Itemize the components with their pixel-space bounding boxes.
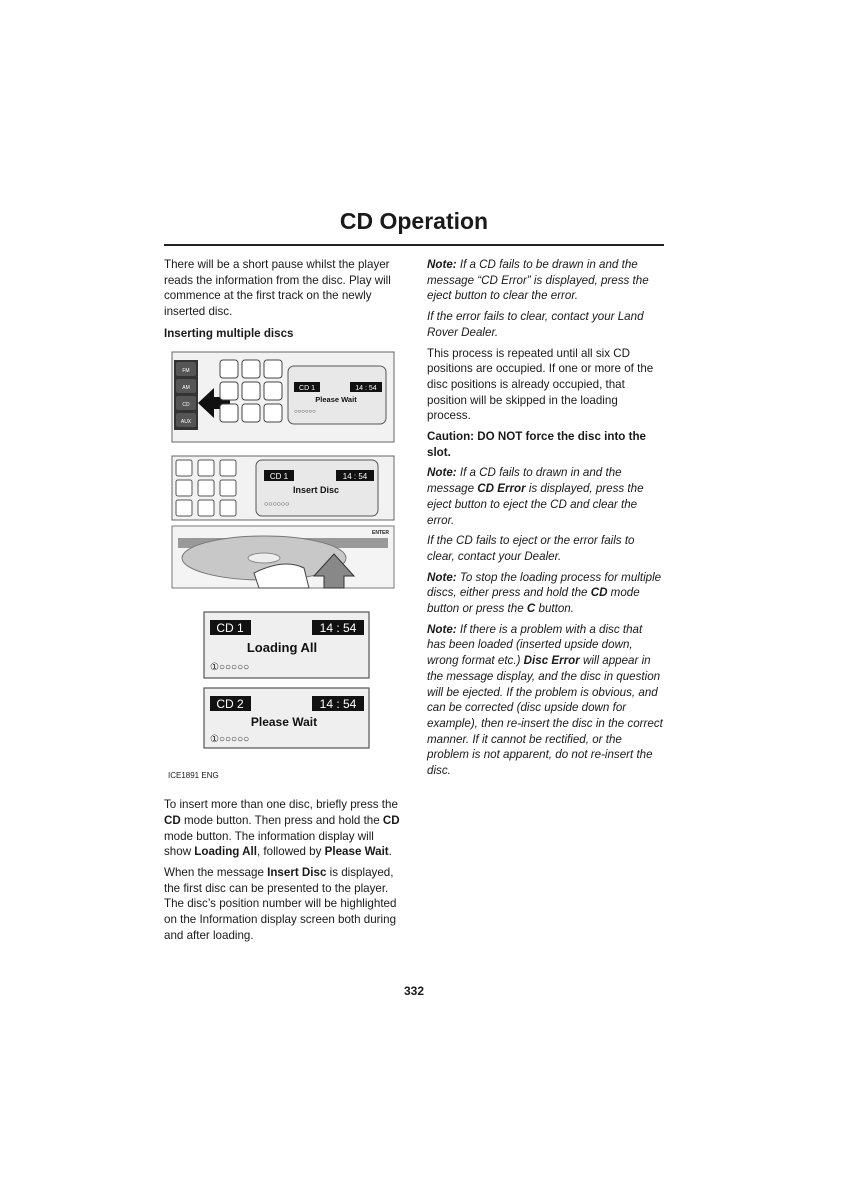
display3-message: Loading All [246, 639, 318, 655]
aux-button-label: AUX [180, 418, 192, 425]
bold-text: Insert Disc [267, 866, 327, 880]
text: If a CD fails to be drawn in and the message “CD Error” is displayed, press the eject button to clear the error. [427, 258, 649, 303]
text: is displayed, the first disc can be presented to the player. The disc’s position number will be highlighted on the Information display screen both during and after loading. [164, 866, 397, 942]
text: . [388, 845, 392, 859]
display1-disc-slots: ○○○○○○ [294, 408, 316, 415]
note-disc-error [427, 622, 664, 779]
figure-caption: ICE1891 ENG [168, 770, 219, 780]
bold-text: C [526, 602, 536, 616]
display1-message: Please Wait [315, 394, 357, 404]
text: To insert more than one disc, briefly press the [164, 798, 398, 812]
display3-disc-slots: ①○○○○○ [210, 661, 250, 673]
intro-paragraph: There will be a short pause whilst the player reads the information from the disc. Play will commence at the first track on the newly inserted disc. [164, 258, 391, 319]
subheading: Inserting multiple discs [164, 326, 294, 340]
text: To stop the loading process for multiple discs, either press and hold the [427, 570, 662, 600]
text: mode button. The information display will show [164, 829, 374, 859]
text: mode button or press the [427, 586, 640, 616]
caution-text: Caution: DO NOT force the disc into the slot. [427, 430, 646, 459]
display1-time: 14 : 54 [355, 384, 377, 392]
bold-text: CD Error [477, 482, 526, 496]
text: If there is a problem with a disc that has been loaded (inserted upside down, wrong format etc.) [427, 622, 643, 668]
display4-message: Please Wait [250, 714, 318, 729]
left-column [164, 257, 401, 949]
text: mode button. Then press and hold the [180, 813, 383, 827]
display3-time: 14 : 54 [319, 620, 357, 635]
title-rule [164, 244, 664, 246]
display2-disc-slots: ○○○○○○ [264, 500, 290, 508]
display1-disc: CD 1 [299, 384, 315, 392]
note-eject [427, 465, 664, 528]
text: If a CD fails to drawn in and the message [427, 466, 622, 496]
note-fails-to-eject: If the CD fails to eject or the error fails to clear, contact your Dealer. [427, 534, 635, 563]
page-number: 332 [403, 984, 425, 998]
bold-text: Loading All [194, 845, 257, 859]
text: will appear in the message display, and the disc in question will be ejected. If the problem is obvious, and can be corrected (disc upside down for example), then re-insert the disc in the correct manner. If it cannot be rectified, or the problem is not apparent, do not re-insert the disc. [427, 654, 663, 778]
cd-loading-figure [164, 348, 401, 766]
text: , followed by [256, 845, 325, 859]
bold-text: CD [382, 813, 400, 827]
figure-illustration [164, 348, 401, 766]
bold-text: CD [590, 586, 608, 600]
radio-panel-top [172, 352, 394, 442]
enter-label: ENTER [372, 529, 389, 536]
note-label: Note: [427, 570, 457, 584]
text: is displayed, press the eject button to eject the CD and clear the error. [427, 482, 644, 527]
am-button-label: AM [182, 384, 190, 391]
fm-button-label: FM [182, 367, 190, 374]
page-title: CD Operation [339, 208, 489, 234]
note-stop-loading [427, 570, 664, 617]
note-contact-dealer: If the error fails to clear, contact your Land Rover Dealer. [427, 310, 644, 339]
bold-text: Please Wait [324, 845, 389, 859]
disc-insert-illustration [172, 526, 394, 588]
insert-disc-paragraph [164, 865, 401, 944]
display-please-wait [204, 688, 369, 748]
display2-message: Insert Disc [292, 484, 340, 495]
display2-time: 14 : 54 [342, 471, 368, 481]
display2-disc: CD 1 [269, 471, 289, 481]
display4-disc: CD 2 [216, 696, 244, 711]
radio-panel-middle [172, 456, 394, 520]
cd-button-label: CD [182, 401, 190, 408]
note-cd-error [427, 257, 664, 304]
display4-time: 14 : 54 [319, 696, 357, 711]
text: button. [535, 602, 574, 616]
display4-disc-slots: ①○○○○○ [210, 733, 250, 745]
note-label: Note: [427, 258, 457, 271]
display3-disc: CD 1 [216, 620, 244, 635]
bold-text: CD [164, 813, 181, 827]
bold-text: Disc Error [523, 654, 580, 668]
right-column [427, 257, 664, 784]
display-loading-all [204, 612, 369, 678]
multiple-disc-paragraph [164, 797, 401, 860]
note-label: Note: [427, 466, 457, 480]
note-label: Note: [427, 622, 457, 636]
text: When the message [164, 866, 268, 880]
repeat-process-paragraph: This process is repeated until all six CD positions are occupied. If one or more of the disc positions is already occupied, that position will be skipped in the loading process. [427, 346, 654, 423]
